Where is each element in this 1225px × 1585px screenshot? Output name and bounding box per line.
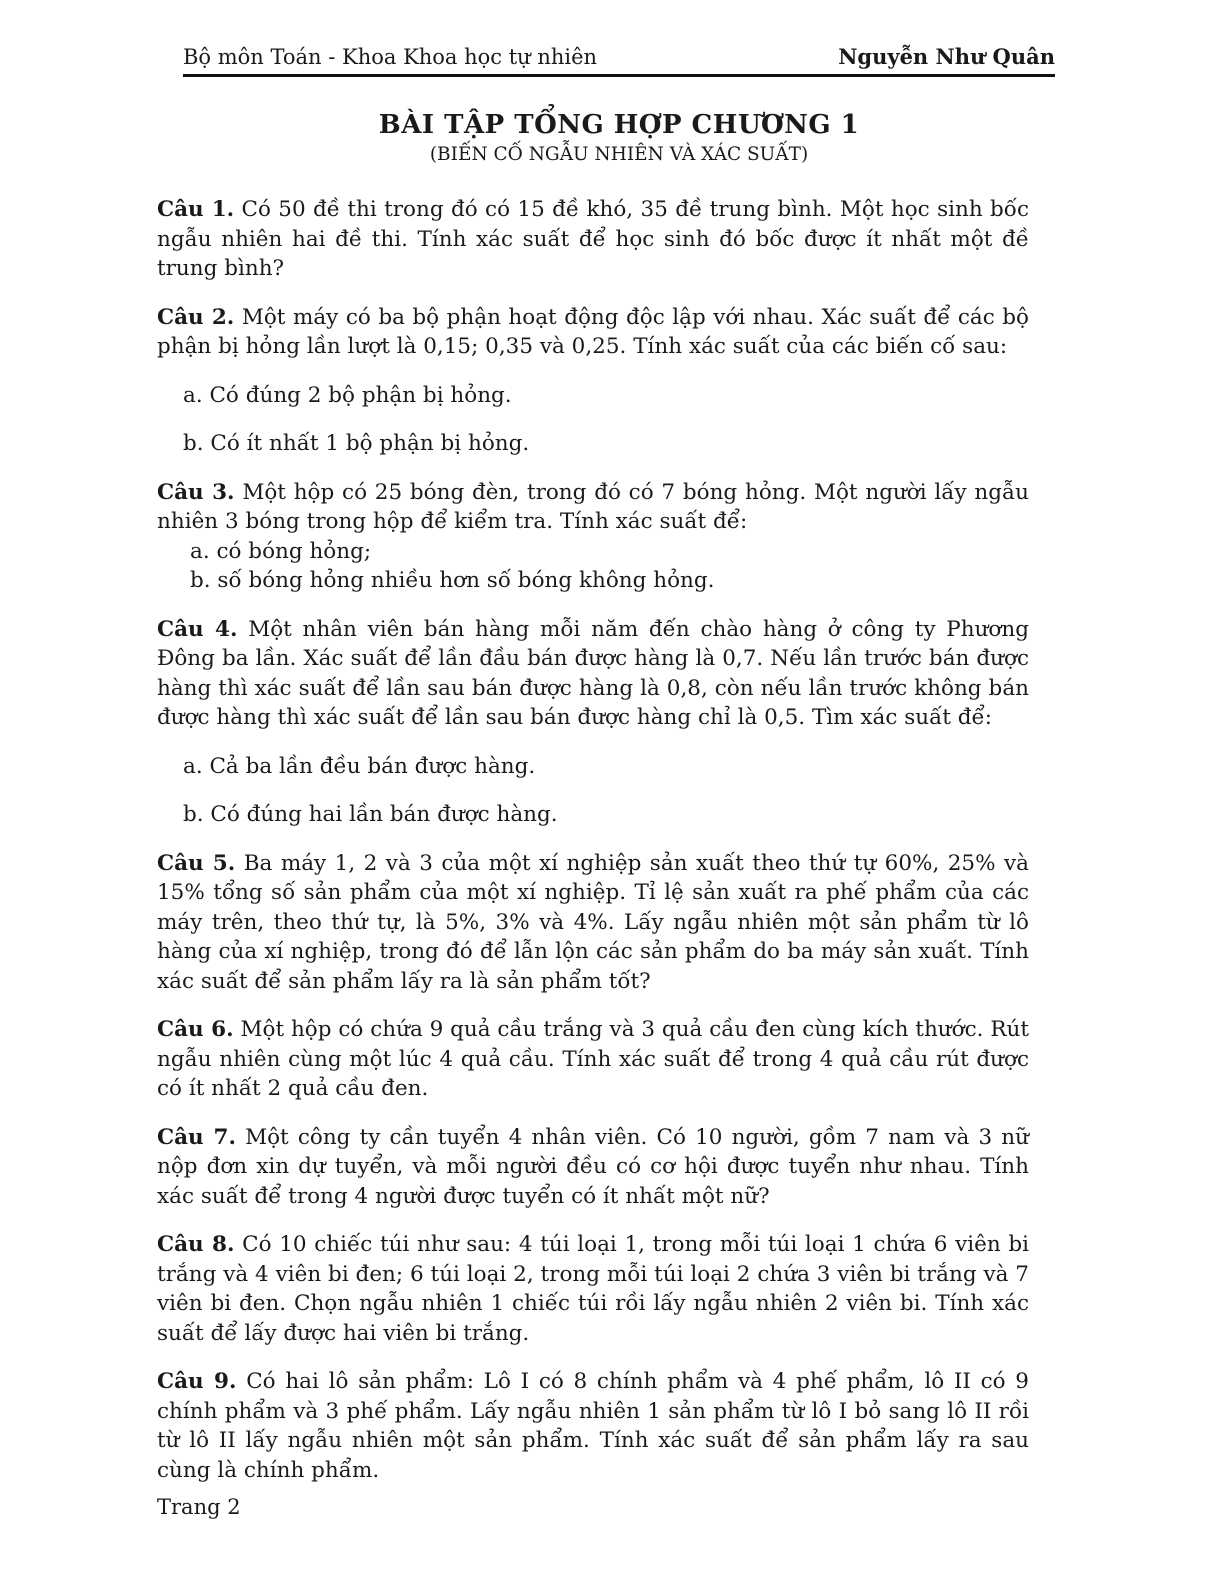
page-subtitle: (BIẾN CỐ NGẪU NHIÊN VÀ XÁC SUẤT) [429, 144, 809, 165]
question-text: Một công ty cần tuyển 4 nhân viên. Có 10 người, gồm 7 nam và 3 nữ nộp đơn xin dự tuyển, và mỗi người đều có cơ hội được tuyển như nhau. Tính xác suất để trong 4 người được tuyển có ít nhất một nữ? [157, 1124, 1029, 1209]
question-6 [157, 1015, 1029, 1104]
question-2 [157, 303, 1029, 459]
question-text: Có 10 chiếc túi như sau: 4 túi loại 1, trong mỗi túi loại 1 chứa 6 viên bi trắng và 4 viên bi đen; 6 túi loại 2, trong mỗi túi loại 2 chứa 3 viên bi trắng và 7 viên bi đen. Chọn ngẫu nhiên 1 chiếc túi rồi lấy ngẫu nhiên 2 viên bi. Tính xác suất để lấy được hai viên bi trắng. [157, 1232, 1029, 1346]
question-7 [157, 1123, 1029, 1212]
question-text: Có 50 đề thi trong đó có 15 đề khó, 35 đề trung bình. Một học sinh bốc ngẫu nhiên hai đề thi. Tính xác suất để học sinh đó bốc được ít nhất một đề trung bình? [157, 197, 1029, 281]
question-label: Câu 1. [157, 197, 235, 222]
question-label: Câu 8. [157, 1232, 235, 1257]
sub-item: a. Cả ba lần đều bán được hàng. [183, 753, 536, 779]
sub-item: a. có bóng hỏng; [190, 538, 372, 564]
question-4 [157, 615, 1029, 830]
question-text: Một nhân viên bán hàng mỗi năm đến chào hàng ở công ty Phương Đông ba lần. Xác suất để lần đầu bán được hàng là 0,7. Nếu lần trước bán được hàng thì xác suất để lần sau bán được hàng là 0,8, còn nếu lần trước không bán được hàng thì xác suất để lần sau bán được hàng chỉ là 0,5. Tìm xác suất để: [157, 616, 1029, 730]
question-text: Một máy có ba bộ phận hoạt động độc lập với nhau. Xác suất để các bộ phận bị hỏng lần lượt là 0,15; 0,35 và 0,25. Tính xác suất của các biến cố sau: [157, 304, 1029, 359]
question-label: Câu 2. [157, 304, 235, 330]
sub-item: b. Có ít nhất 1 bộ phận bị hỏng. [183, 431, 530, 456]
sub-item: b. Có đúng hai lần bán được hàng. [183, 802, 558, 827]
question-8 [157, 1230, 1029, 1348]
page-number: Trang 2 [157, 1495, 241, 1519]
title-block [183, 110, 1055, 165]
header-author: Nguyễn Như Quân [838, 44, 1055, 69]
question-label: Câu 7. [157, 1124, 236, 1150]
question-label: Câu 5. [157, 850, 236, 876]
question-label: Câu 4. [157, 616, 238, 642]
question-9 [157, 1367, 1029, 1485]
sub-item: a. Có đúng 2 bộ phận bị hỏng. [183, 382, 512, 408]
sub-item: b. số bóng hỏng nhiều hơn số bóng không hỏng. [190, 568, 715, 593]
question-text: Một hộp có 25 bóng đèn, trong đó có 7 bóng hỏng. Một người lấy ngẫu nhiên 3 bóng trong hộp để kiểm tra. Tính xác suất để: [157, 479, 1029, 534]
header-department: Bộ môn Toán - Khoa Khoa học tự nhiên [183, 45, 598, 69]
page-title: BÀI TẬP TỔNG HỢP CHƯƠNG 1 [378, 110, 860, 140]
question-label: Câu 3. [157, 479, 235, 505]
question-text: Một hộp có chứa 9 quả cầu trắng và 3 quả cầu đen cùng kích thước. Rút ngẫu nhiên cùng một lúc 4 quả cầu. Tính xác suất để trong 4 quả cầu rút được có ít nhất 2 quả cầu đen. [157, 1017, 1029, 1101]
question-label: Câu 6. [157, 1017, 234, 1042]
question-text: Ba máy 1, 2 và 3 của một xí nghiệp sản xuất theo thứ tự 60%, 25% và 15% tổng số sản phẩm của một xí nghiệp. Tỉ lệ sản xuất ra phế phẩm của các máy trên, theo thứ tự, là 5%, 3% và 4%. Lấy ngẫu nhiên một sản phẩm từ lô hàng của xí nghiệp, trong đó để lẫn lộn các sản phẩm do ba máy sản xuất. Tính xác suất để sản phẩm lấy ra là sản phẩm tốt? [157, 850, 1029, 994]
question-list [157, 195, 1029, 1504]
question-3 [157, 478, 1029, 596]
question-1 [157, 195, 1029, 284]
page-header [183, 44, 1055, 77]
question-label: Câu 9. [157, 1369, 237, 1394]
question-text: Có hai lô sản phẩm: Lô I có 8 chính phẩm và 4 phế phẩm, lô II có 9 chính phẩm và 3 phế phẩm. Lấy ngẫu nhiên 1 sản phẩm từ lô I bỏ sang lô II rồi từ lô II lấy ngẫu nhiên một sản phẩm. Tính xác suất để sản phẩm lấy ra sau cùng là chính phẩm. [157, 1369, 1029, 1483]
question-5 [157, 849, 1029, 997]
